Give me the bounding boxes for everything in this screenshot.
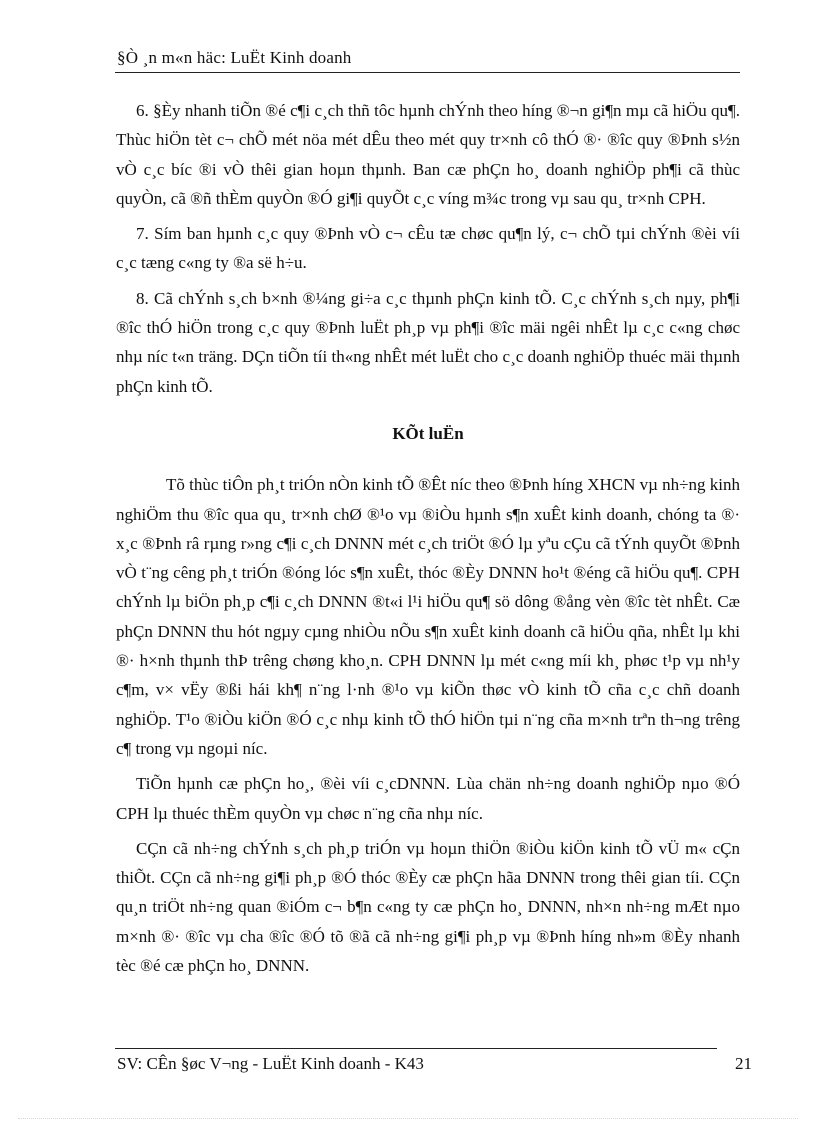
conclusion-heading: KÕt luËn: [392, 423, 464, 443]
page-number: 21: [735, 1054, 752, 1073]
paragraph-item-7: 7. Sím ban hµnh c¸c quy ®Þnh vÒ c¬ cÊu tæ chøc qu¶n lý, c¬ chÕ tµi chÝnh ®èi víi c¸c tæng c«ng ty ®a së h÷u.: [116, 224, 740, 273]
document-body: [116, 96, 740, 986]
header-divider: [115, 72, 740, 73]
conclusion-paragraph: TiÕn hµnh cæ phÇn ho¸, ®èi víi c¸cDNNN. Lùa chän nh÷ng doanh nghiÖp nµo ®Ó CPH lµ thuéc thÈm quyÒn vµ chøc n¨ng cña nhµ níc.: [116, 774, 740, 823]
conclusion-paragraph: Tõ thùc tiÔn ph¸t triÓn nÒn kinh tÕ ®Êt níc theo ®Þnh híng XHCN vµ nh÷ng kinh nghiÖm thu ®îc qua qu¸ tr×nh chØ ®¹o vµ ®iÒu hµnh s¶n xuÊt kinh doanh, chóng ta ®· x¸c ®Þnh râ rµng r»ng c¶i c¸ch DNNN mét c¸ch triÖt ®Ó lµ yªu cÇu cã tÝnh quyÕt ®Þnh vÒ t¨ng cêng ph¸t triÓn ®óng lóc s¶n xuÊt, thóc ®Èy DNNN ho¹t ®éng cã hiÖu qu¶. CPH chÝnh lµ biÖn ph¸p c¶i c¸ch DNNN ®t«i l¹i hiÖu qu¶ sö dông ®ång vèn ®îc tèt nhÊt. Cæ phÇn DNNN thu hót ngµy cµng nhiÒu nÕu s¶n xuÊt kinh doanh cã hiÖu qña, nhÊt lµ khi ®· h×nh thµnh thÞ trêng chøng kho¸n. CPH DNNN lµ mét c«ng míi kh¸ phøc t¹p vµ nh¹y c¶m, v× vËy ®ßi hái kh¶ n¨ng l·nh ®¹o vµ kiÕn thøc vÒ kinh tÕ cña c¸c chñ doanh nghiÖp. T¹o ®iÒu kiÖn ®Ó c¸c nhµ kinh tÕ thÓ hiÖn tµi n¨ng cña m×nh trªn th¬ng trêng c¶ trong vµ ngoµi níc.: [116, 475, 740, 758]
paragraph-item-6: 6. §Èy nhanh tiÕn ®é c¶i c¸ch thñ tôc hµnh chÝnh theo híng ®¬n gi¶n mµ cã hiÖu qu¶. Thùc hiÖn tèt c¬ chÕ mét nöa mét dÊu theo mét quy tr×nh cô thÓ ®· ®îc quy ®Þnh s½n vÒ c¸c bíc ®i vÒ thêi gian hoµn thµnh. Ban cæ phÇn ho¸ doanh nghiÖp ph¶i cã thùc quyÒn, cã ®ñ thÈm quyÒn ®Ó gi¶i quyÕt c¸c víng m¾c trong vµ sau qu¸ tr×nh CPH.: [116, 101, 740, 208]
page-footer-text: SV: CÊn §øc V¬ng - LuËt Kinh doanh - K43: [117, 1054, 424, 1073]
page-edge-divider: [18, 1118, 798, 1119]
paragraph-item-8: 8. Cã chÝnh s¸ch b×nh ®¼ng gi÷a c¸c thµnh phÇn kinh tÕ. C¸c chÝnh s¸ch nµy, ph¶i ®îc thÓ hiÖn trong c¸c quy ®Þnh luËt ph¸p vµ ph¶i ®îc mäi ngêi nhÊt lµ c¸c c«ng chøc nhµ níc t«n träng. DÇn tiÕn tíi th«ng nhÊt mét luËt cho c¸c doanh nghiÖp thuéc mäi thµnh phÇn kinh tÕ.: [116, 288, 740, 396]
footer-divider: [115, 1048, 717, 1049]
conclusion-paragraph: CÇn cã nh÷ng chÝnh s¸ch ph¸p triÓn vµ hoµn thiÖn ®iÒu kiÖn kinh tÕ vÜ m« cÇn thiÕt. CÇn cã nh÷ng gi¶i ph¸p ®Ó thóc ®Èy cæ phÇn hãa DNNN trong thêi gian tíi. CÇn qu¸n triÖt nh÷ng quan ®iÓm c¬ b¶n c«ng ty cæ phÇn ho¸ DNNN, nh×n nh÷ng mÆt nµo m×nh ®· ®îc vµ cha ®îc ®Ó tõ ®ã cã nh÷ng gi¶i ph¸p vµ ®Þnh híng nh»m ®Èy nhanh tèc ®é cæ phÇn ho¸ DNNN.: [116, 838, 740, 976]
page-header-title: §Ò ¸n m«n häc: LuËt Kinh doanh: [117, 48, 352, 67]
